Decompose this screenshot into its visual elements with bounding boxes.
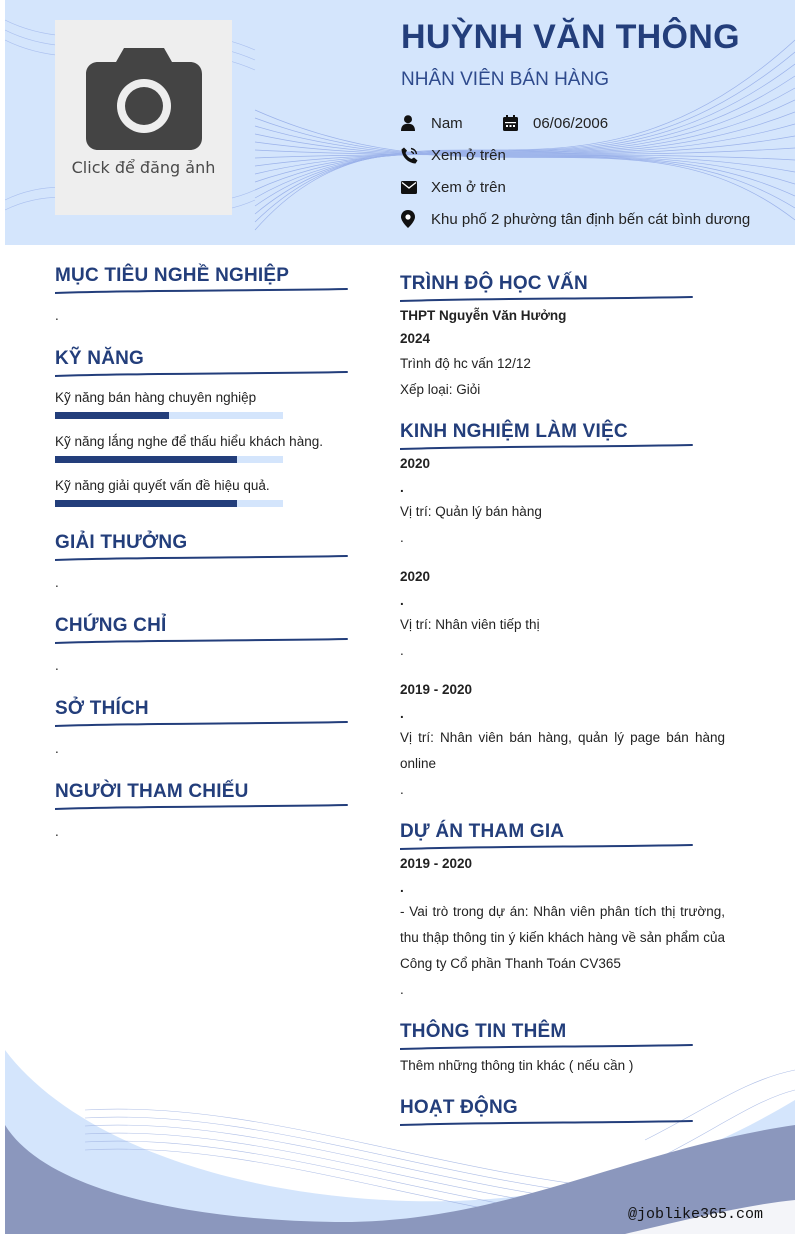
calendar-icon [503, 114, 525, 132]
section-underline [55, 803, 350, 811]
experience-company: . [400, 593, 404, 608]
certificates-text: . [55, 658, 59, 673]
section-underline [400, 443, 695, 451]
skill-bar-fill [55, 412, 169, 419]
project-name: . [400, 880, 404, 895]
experience-position: Vị trí: Quản lý bán hàng [400, 504, 542, 519]
email-value: Xem ở trên [431, 178, 506, 196]
experience-position: Vị trí: Nhân viên bán hàng, quản lý page bán hàng online [400, 730, 725, 771]
skills-title: KỸ NĂNG [55, 348, 145, 369]
watermark: @joblike365.com [628, 1206, 764, 1223]
hobbies-title: SỞ THÍCH [55, 698, 149, 719]
section-underline [400, 843, 695, 851]
project-desc: - Vai trò trong dự án: Nhân viên phân tích thị trường, thu thập thông tin ý kiến khách hàng về sản phẩm của Công ty Cổ phần Thanh Toán CV365 [400, 904, 725, 971]
experience-position: Vị trí: Nhân viên tiếp thị [400, 617, 540, 632]
cv-page [5, 0, 795, 1234]
experience-company: . [400, 480, 404, 495]
references-title: NGƯỜI THAM CHIẾU [55, 781, 249, 802]
photo-upload-label: Click để đăng ảnh [71, 158, 216, 177]
map-pin-icon [401, 210, 423, 228]
envelope-icon [401, 178, 423, 196]
additional-info-title: THÔNG TIN THÊM [400, 1021, 567, 1042]
skill-bar [55, 412, 283, 419]
address-row [401, 208, 750, 230]
experience-desc: . [400, 782, 404, 797]
hobbies-text: . [55, 741, 59, 756]
birthday-row [503, 112, 608, 134]
phone-icon [401, 146, 423, 164]
section-underline [55, 370, 350, 378]
phone-row [401, 144, 506, 166]
section-underline [55, 720, 350, 728]
experience-title: KINH NGHIỆM LÀM VIỆC [400, 421, 628, 442]
email-row [401, 176, 506, 198]
experience-time: 2020 [400, 456, 431, 471]
skill-label: Kỹ năng bán hàng chuyên nghiệp [55, 390, 257, 405]
gender-value: Nam [431, 114, 463, 132]
user-icon [401, 114, 423, 132]
projects-title: DỰ ÁN THAM GIA [400, 821, 565, 842]
experience-time: 2019 - 2020 [400, 682, 473, 697]
skill-bar [55, 500, 283, 507]
skill-label: Kỹ năng giải quyết vấn đề hiệu quả. [55, 478, 270, 493]
project-extra: . [400, 982, 404, 997]
project-time: 2019 - 2020 [400, 856, 473, 871]
footer-wave-decoration [5, 1040, 795, 1234]
education-title: TRÌNH ĐỘ HỌC VẤN [400, 273, 588, 294]
phone-value: Xem ở trên [431, 146, 506, 164]
skill-label: Kỹ năng lắng nghe để thấu hiểu khách hàng. [55, 434, 323, 449]
job-title: NHÂN VIÊN BÁN HÀNG [401, 69, 609, 90]
skill-bar [55, 456, 283, 463]
activities-title: HOẠT ĐỘNG [400, 1097, 518, 1118]
section-underline [55, 554, 350, 562]
experience-desc: . [400, 643, 404, 658]
objective-title: MỤC TIÊU NGHỀ NGHIỆP [55, 265, 290, 286]
section-underline [55, 637, 350, 645]
skill-bar-fill [55, 500, 237, 507]
gender-row [401, 112, 463, 134]
skill-bar-fill [55, 456, 237, 463]
additional-info-text: Thêm những thông tin khác ( nếu cần ) [400, 1058, 634, 1073]
objective-text: . [55, 308, 59, 323]
candidate-name: HUỲNH VĂN THÔNG [401, 18, 740, 56]
cv-header [5, 0, 795, 245]
education-year: 2024 [400, 331, 431, 346]
birthday-value: 06/06/2006 [533, 114, 609, 132]
education-school: THPT Nguyễn Văn Hưởng [400, 308, 567, 323]
camera-icon [86, 48, 202, 150]
experience-company: . [400, 706, 404, 721]
avatar-upload[interactable] [55, 20, 232, 215]
certificates-title: CHỨNG CHỈ [55, 615, 167, 636]
education-level: Trình độ hc vấn 12/12 [400, 356, 531, 371]
experience-time: 2020 [400, 569, 431, 584]
awards-text: . [55, 575, 59, 590]
section-underline [400, 295, 695, 303]
experience-desc: . [400, 530, 404, 545]
references-text: . [55, 824, 59, 839]
awards-title: GIẢI THƯỞNG [55, 532, 188, 553]
section-underline [400, 1119, 695, 1127]
address-value: Khu phố 2 phường tân định bến cát bình dương [431, 210, 751, 228]
section-underline [55, 287, 350, 295]
education-grade: Xếp loại: Giỏi [400, 382, 481, 397]
